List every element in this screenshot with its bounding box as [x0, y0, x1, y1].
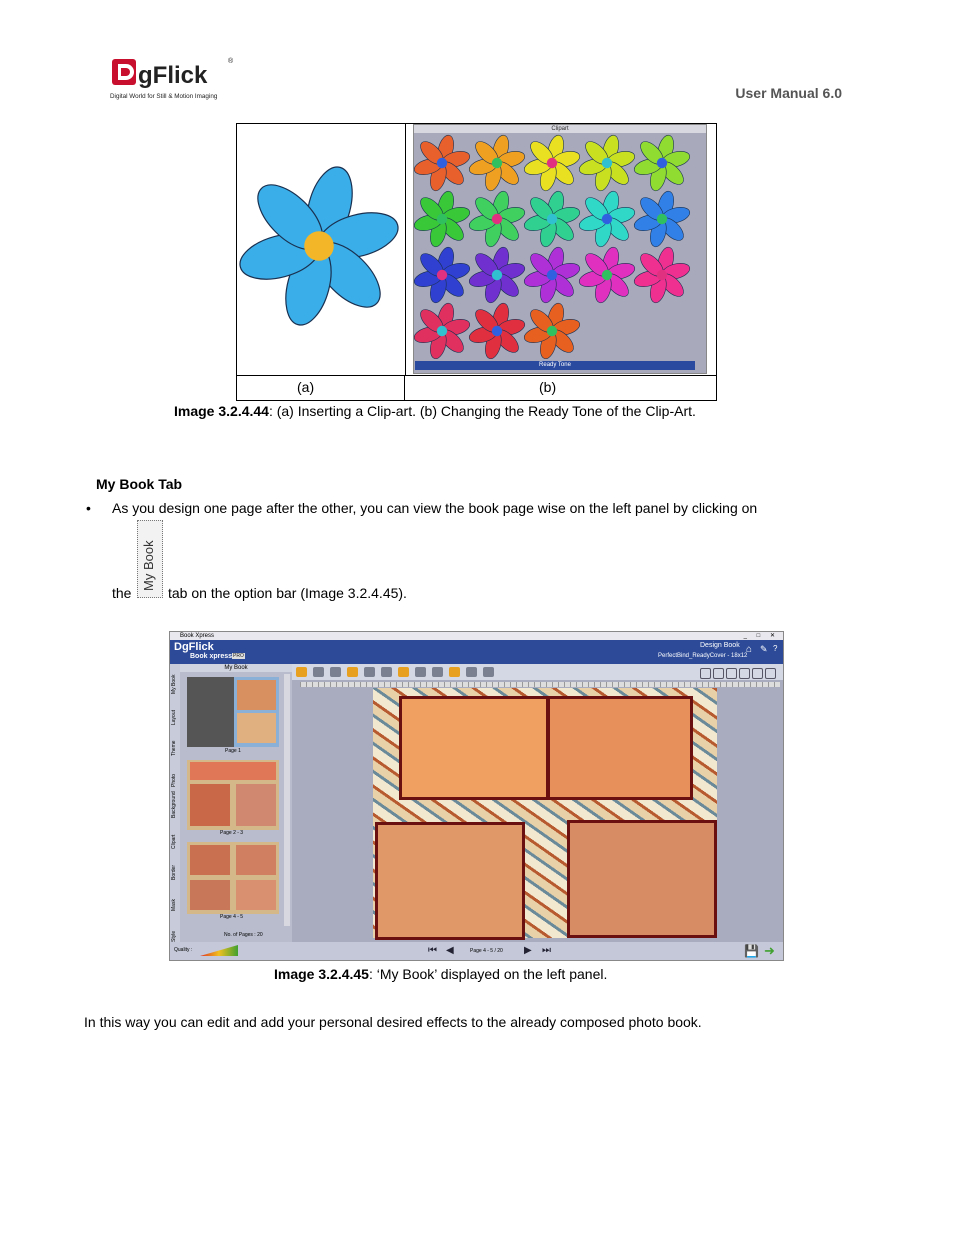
zoom-tool-button[interactable]: [752, 668, 763, 679]
toolbar-button[interactable]: [313, 667, 324, 677]
photo-frame-3[interactable]: [375, 822, 525, 940]
clipart-tone-option[interactable]: [414, 133, 472, 192]
clipart-tone-option[interactable]: [632, 245, 691, 304]
toolbar-button[interactable]: [466, 667, 477, 677]
clipart-tone-option[interactable]: [522, 245, 581, 304]
figure-44-caption: Image 3.2.4.44: (a) Inserting a Clip-art. (b) Changing the Ready Tone of the Clip-Art.: [174, 403, 696, 419]
app-logo: DgFlick: [174, 641, 214, 653]
clipart-tone-option[interactable]: [414, 301, 472, 359]
side-tab[interactable]: Clipart: [171, 834, 177, 849]
tools-icon[interactable]: ✎: [760, 644, 768, 654]
toolbar-button[interactable]: [364, 667, 375, 677]
section-title: My Book Tab: [96, 476, 183, 492]
toolbar-button[interactable]: [449, 667, 460, 677]
toolbar-button[interactable]: [432, 667, 443, 677]
clipart-tone-option[interactable]: [632, 189, 691, 248]
side-tab[interactable]: Theme: [171, 740, 177, 756]
window-title-bar: Book Xpress _ □ ✕: [170, 632, 783, 640]
home-icon[interactable]: ⌂: [746, 644, 753, 655]
zoom-tool-button[interactable]: [765, 668, 776, 679]
figure-44-table: [236, 123, 717, 401]
bullet: •: [86, 500, 91, 516]
svg-text:Digital World for Still & Moti: Digital World for Still & Motion Imaging: [110, 93, 218, 100]
next-arrow-icon[interactable]: ➜: [764, 943, 775, 958]
side-tab-bar: [170, 664, 180, 944]
clipart-tone-option[interactable]: [577, 133, 636, 192]
panel-scrollbar[interactable]: [284, 674, 290, 926]
toolbar-button[interactable]: [381, 667, 392, 677]
paragraph-line-2: tab on the option bar (Image 3.2.4.45).: [168, 585, 407, 601]
side-tab[interactable]: Style: [171, 930, 177, 942]
photo-frame-1[interactable]: [399, 696, 549, 800]
pro-badge: PRO: [233, 653, 244, 659]
label-a: (a): [297, 379, 315, 395]
side-tab[interactable]: Background: [171, 791, 177, 818]
clipart-tone-option[interactable]: [414, 189, 472, 248]
blue-flower-clipart: [237, 124, 405, 375]
dgflick-logo: [110, 55, 240, 101]
figure-44-label-row: [237, 375, 716, 401]
app-name: Book xpress: [190, 653, 233, 660]
zoom-tool-button[interactable]: [726, 668, 737, 679]
clipart-tone-option[interactable]: [467, 301, 526, 359]
file-label: PerfectBind_ReadyCover - 18x12: [658, 653, 748, 659]
manual-version: User Manual 6.0: [735, 85, 842, 101]
nav-next-icon[interactable]: ▶: [524, 945, 532, 956]
save-icon[interactable]: 💾: [744, 944, 759, 958]
clipart-tone-option[interactable]: [577, 189, 636, 248]
page-1-right[interactable]: [234, 677, 279, 747]
toolbar-button[interactable]: [330, 667, 341, 677]
my-book-panel: My Book Page 1 Page 2 - 3 Page 4 - 5 No. of Pages : 20: [180, 664, 292, 946]
zoom-tool-button[interactable]: [739, 668, 750, 679]
book-xpress-screenshot: [169, 631, 784, 961]
toolbar-button[interactable]: [398, 667, 409, 677]
clipart-tone-option[interactable]: [522, 189, 581, 248]
figure-45-caption: Image 3.2.4.45: ‘My Book’ displayed on the left panel.: [274, 966, 608, 982]
paragraph-the: the: [112, 585, 132, 601]
side-tab[interactable]: Mask: [171, 899, 177, 911]
nav-prev-icon[interactable]: ◀: [446, 945, 454, 956]
page-2-3[interactable]: [187, 760, 279, 830]
design-book-label: Design Book: [700, 642, 740, 649]
my-book-tab-icon: My Book: [137, 520, 163, 598]
page-nav-label: Page 4 - 5 / 20: [470, 948, 503, 954]
clipart-tone-option[interactable]: [414, 245, 472, 304]
paragraph-line-1: As you design one page after the other, you can view the book page wise on the left panel by clicking on: [112, 500, 758, 516]
nav-first-icon[interactable]: ⏮: [428, 945, 437, 956]
pages-label: No. of Pages : 20: [224, 932, 263, 938]
bottom-bar: Quality : ⏮ ◀ Page 4 - 5 / 20 ▶ ⏭ 💾 ➜: [170, 942, 783, 960]
clipart-tone-option[interactable]: [467, 189, 526, 248]
clipart-panel-title: Clipart: [414, 125, 706, 133]
design-canvas: [292, 680, 783, 942]
nav-last-icon[interactable]: ⏭: [542, 945, 551, 956]
clipart-inserted-cell: [237, 124, 406, 375]
page-1-left[interactable]: [187, 677, 234, 747]
ready-tone-cell: [405, 124, 716, 375]
app-header: [170, 640, 783, 664]
zoom-tool-button[interactable]: [700, 668, 711, 679]
page-4-5[interactable]: [187, 842, 279, 914]
help-icon[interactable]: ?: [773, 644, 778, 653]
quality-meter: [200, 945, 238, 956]
photo-frame-4[interactable]: [567, 820, 717, 938]
clipart-color-grid: [414, 133, 706, 359]
zoom-tool-button[interactable]: [713, 668, 724, 679]
ready-tone-button[interactable]: Ready Tone: [415, 361, 695, 370]
clipart-tone-option[interactable]: [467, 245, 526, 304]
toolbar-button[interactable]: [296, 667, 307, 677]
photo-frame-2[interactable]: [547, 696, 693, 800]
toolbar: [292, 664, 783, 680]
clipart-tone-option[interactable]: [577, 245, 636, 304]
svg-text:gFlick: gFlick: [138, 62, 208, 89]
clipart-tone-option[interactable]: [522, 133, 581, 192]
toolbar-button[interactable]: [347, 667, 358, 677]
clipart-tone-option[interactable]: [632, 133, 691, 192]
svg-text:®: ®: [228, 58, 234, 65]
panel-title: My Book: [180, 664, 292, 672]
side-tab[interactable]: Border: [171, 864, 177, 880]
toolbar-button[interactable]: [415, 667, 426, 677]
spread-page[interactable]: [373, 688, 717, 938]
closing-paragraph: In this way you can edit and add your personal desired effects to the already composed photo book.: [84, 1014, 702, 1030]
clipart-tone-option[interactable]: [467, 133, 526, 192]
clipart-tone-option[interactable]: [522, 301, 581, 359]
side-tab[interactable]: My Book: [171, 674, 177, 694]
label-b: (b): [539, 379, 557, 395]
toolbar-button[interactable]: [483, 667, 494, 677]
side-tab[interactable]: Layout: [171, 709, 177, 725]
side-tab[interactable]: Photo: [171, 773, 177, 787]
